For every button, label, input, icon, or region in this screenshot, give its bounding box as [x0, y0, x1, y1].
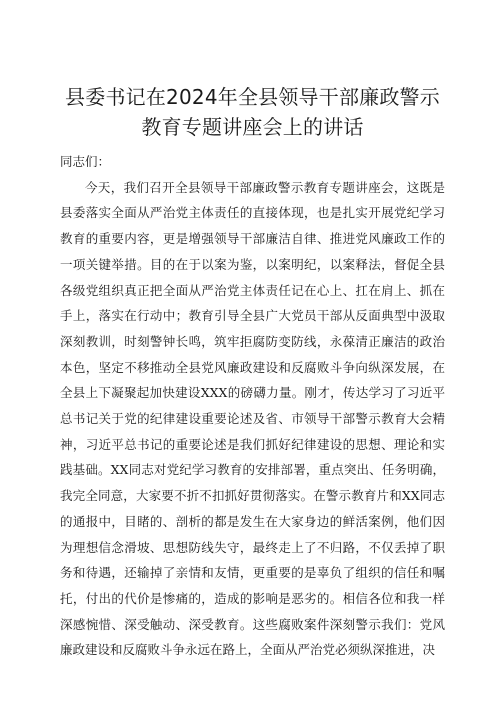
document-title: 县委书记在2024年全县领导干部廉政警示教育专题讲座会上的讲话	[65, 85, 440, 139]
salutation: 同志们：	[60, 154, 111, 169]
body-paragraph: 今天，我们召开全县领导干部廉政警示教育专题讲座会，这既是县委落实全面从严治党主体责任的直接体现，也是扎实开展党纪学习教育的重要内容，更是增强领导干部廉洁自律、推进党风廉政工作的一项关键举措。目的在于以案为鉴，以案明纪，以案释法，督促全县各级党组织真正把全面从严治党主体责任记在心上、扛在肩上、抓在手上，落实在行动中；教育引导全县广大党员干部从反面典型中汲取深刻教训，时刻警钟长鸣，筑牢拒腐防变防线，永葆清正廉洁的政治本色，坚定不移推动全县党风廉政建设和反腐败斗争向纵深发展，在全县上下凝聚起加快建设XXX的磅礴力量。刚才，传达学习了习近平总书记关于党的纪律建设重要论述及省、市领导干部警示教育大会精神，习近平总书记的重要论述是我们抓好纪律建设的思想、理论和实践基础。XX同志对党纪学习教育的安排部署，重点突出、任务明确，我完全同意，大家要不折不扣抓好贯彻落实。在警示教育片和XX同志的通报中，目睹的、剖析的都是发生在大家身边的鲜活案例，他们因为理想信念滑坡、思想防线失守，最终走上了不归路，不仅丢掉了职务和待遇，还输掉了亲情和友情，更重要的是辜负了组织的信任和嘱托，付出的代价是惨痛的，造成的影响是恶劣的。相信各位和我一样深感惋惜、深受触动、深受教育。这些腐败案件深刻警示我们：党风廉政建设和反腐败斗争永远在路上，全面从严治党必须纵深推进，决	[60, 179, 445, 658]
